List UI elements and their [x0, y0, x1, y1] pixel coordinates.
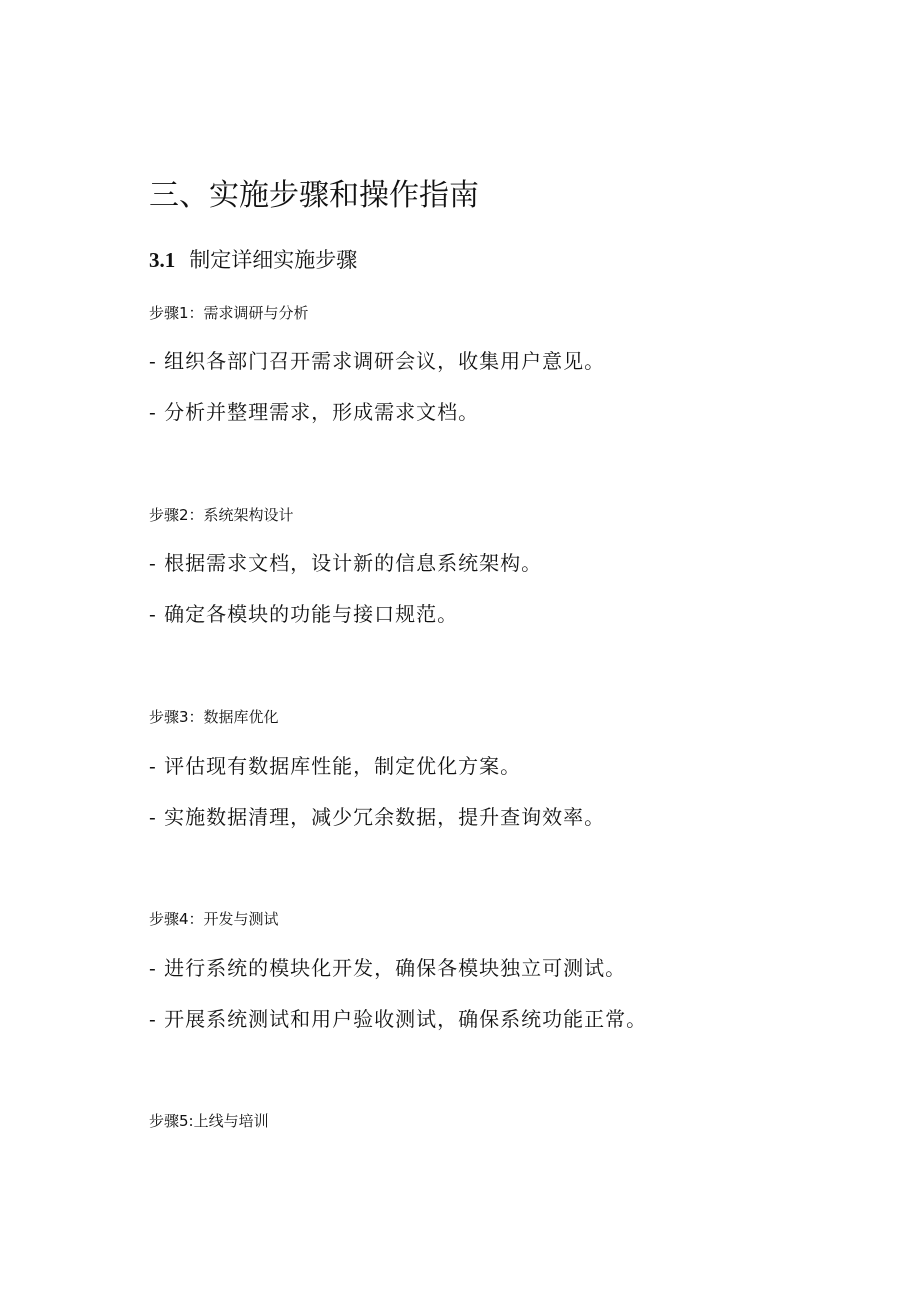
subsection-title: 制定详细实施步骤 [189, 248, 358, 272]
step-2-title: 步骤2：系统架构设计 [149, 506, 294, 524]
step-4-title: 步骤4：开发与测试 [149, 910, 279, 928]
step-3-item-2: - 实施数据清理，减少冗余数据，提升查询效率。 [149, 805, 606, 829]
step-4-item-1: - 进行系统的模块化开发，确保各模块独立可测试。 [149, 956, 627, 980]
step-4-item-2: - 开展系统测试和用户验收测试，确保系统功能正常。 [149, 1007, 648, 1031]
step-3-title: 步骤3：数据库优化 [149, 708, 279, 726]
step-3-item-1: - 评估现有数据库性能，制定优化方案。 [149, 754, 522, 778]
step-2-item-1: - 根据需求文档，设计新的信息系统架构。 [149, 551, 543, 575]
step-5-title: 步骤5:上线与培训 [149, 1112, 269, 1130]
step-2-item-2: - 确定各模块的功能与接口规范。 [149, 602, 459, 626]
subsection-heading [149, 245, 357, 275]
step-1-item-2: - 分析并整理需求，形成需求文档。 [149, 400, 480, 424]
step-1-item-1: - 组织各部门召开需求调研会议，收集用户意见。 [149, 349, 606, 373]
step-1-title: 步骤1：需求调研与分析 [149, 304, 309, 322]
subsection-number: 3.1 [149, 248, 176, 272]
section-heading: 三、实施步骤和操作指南 [149, 178, 479, 213]
